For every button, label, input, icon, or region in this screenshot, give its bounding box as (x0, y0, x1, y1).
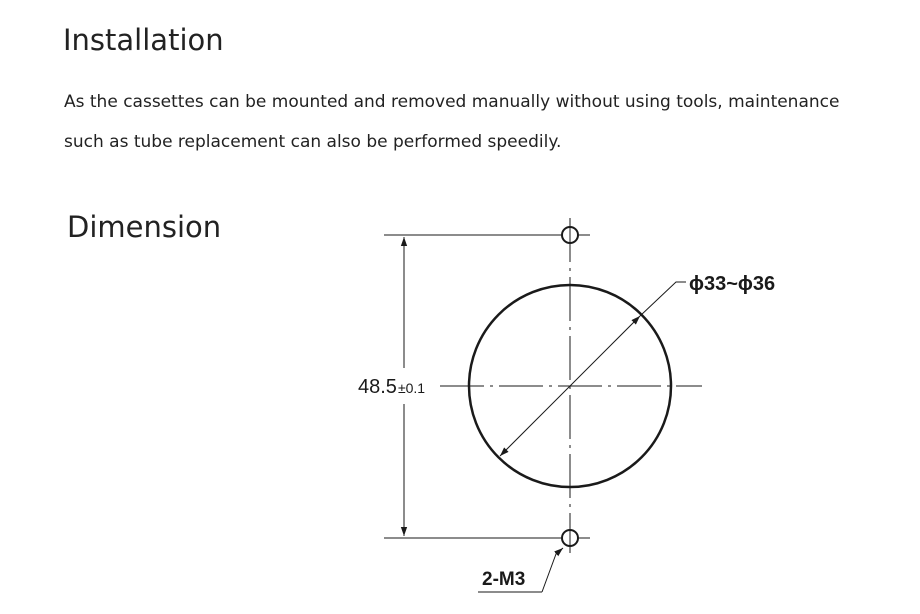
installation-text-line-1: As the cassettes can be mounted and removed manually without using tools, maintenance (64, 92, 840, 112)
height-label (358, 376, 425, 398)
diameter-leader-line (640, 282, 686, 316)
installation-heading: Installation (63, 23, 224, 57)
dimension-heading: Dimension (67, 210, 222, 244)
height-tolerance: ±0.1 (397, 380, 426, 396)
diameter-label: ϕ33~ϕ36 (689, 273, 776, 295)
screw-label: 2-M3 (482, 569, 526, 590)
screw-leader-line (542, 548, 563, 592)
installation-text-line-2: such as tube replacement can also be performed speedily. (64, 132, 562, 152)
height-value: 48.5 (358, 376, 397, 398)
